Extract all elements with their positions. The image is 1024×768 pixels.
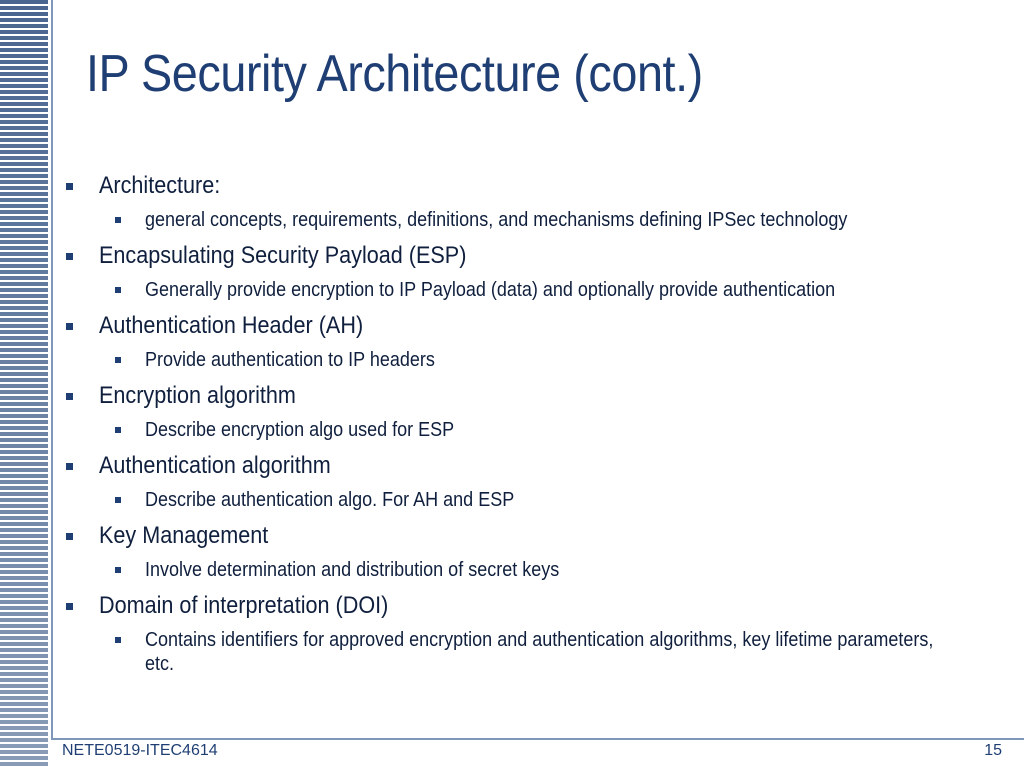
sub-list-item xyxy=(99,628,1024,676)
sub-bullet-text: Contains identifiers for approved encryption and authentication algorithms, key lifetime parameters, etc. xyxy=(145,629,934,675)
vertical-divider xyxy=(51,0,53,738)
sub-list xyxy=(99,418,964,442)
square-bullet-icon xyxy=(115,287,121,293)
bullet-list xyxy=(64,172,964,686)
sub-bullet-text: general concepts, requirements, definitions, and mechanisms defining IPSec technology xyxy=(145,209,848,231)
square-bullet-icon xyxy=(66,323,73,330)
square-bullet-icon xyxy=(66,603,73,610)
slide-number: 15 xyxy=(984,742,1002,759)
sub-list-item xyxy=(99,278,1024,302)
slide-title: IP Security Architecture (cont.) xyxy=(86,45,703,103)
bullet-label: Domain of interpretation (DOI) xyxy=(99,592,389,619)
sub-list-item xyxy=(99,208,1024,232)
list-item xyxy=(64,522,964,582)
square-bullet-icon xyxy=(66,463,73,470)
list-item xyxy=(64,452,964,512)
square-bullet-icon xyxy=(66,253,73,260)
bullet-label: Encryption algorithm xyxy=(99,382,296,409)
square-bullet-icon xyxy=(66,393,73,400)
square-bullet-icon xyxy=(115,567,121,573)
sub-list xyxy=(99,348,964,372)
list-item xyxy=(64,592,964,676)
sub-list-item xyxy=(99,558,1024,582)
sub-list-item xyxy=(99,418,1024,442)
sub-list xyxy=(99,628,964,676)
square-bullet-icon xyxy=(115,427,121,433)
list-item xyxy=(64,242,964,302)
bullet-label: Architecture: xyxy=(99,172,221,199)
square-bullet-icon xyxy=(115,497,121,503)
sub-list xyxy=(99,208,964,232)
square-bullet-icon xyxy=(115,637,121,643)
list-item xyxy=(64,172,964,232)
sub-list-item xyxy=(99,348,1024,372)
footer-course-code: NETE0519-ITEC4614 xyxy=(62,742,218,759)
decorative-side-stripes xyxy=(0,0,48,768)
square-bullet-icon xyxy=(66,533,73,540)
bullet-label: Authentication Header (AH) xyxy=(99,312,364,339)
sub-bullet-text: Generally provide encryption to IP Payload (data) and optionally provide authentication xyxy=(145,279,836,301)
sub-bullet-text: Describe authentication algo. For AH and ESP xyxy=(145,489,515,511)
sub-list xyxy=(99,558,964,582)
list-item xyxy=(64,312,964,372)
square-bullet-icon xyxy=(115,357,121,363)
sub-list-item xyxy=(99,488,1024,512)
bullet-label: Key Management xyxy=(99,522,269,549)
sub-bullet-text: Involve determination and distribution of secret keys xyxy=(145,559,560,581)
square-bullet-icon xyxy=(115,217,121,223)
sub-list xyxy=(99,278,964,302)
square-bullet-icon xyxy=(66,183,73,190)
sub-list xyxy=(99,488,964,512)
list-item xyxy=(64,382,964,442)
footer-divider xyxy=(51,738,1024,740)
bullet-label: Encapsulating Security Payload (ESP) xyxy=(99,242,467,269)
bullet-label: Authentication algorithm xyxy=(99,452,331,479)
sub-bullet-text: Describe encryption algo used for ESP xyxy=(145,419,455,441)
sub-bullet-text: Provide authentication to IP headers xyxy=(145,349,435,371)
